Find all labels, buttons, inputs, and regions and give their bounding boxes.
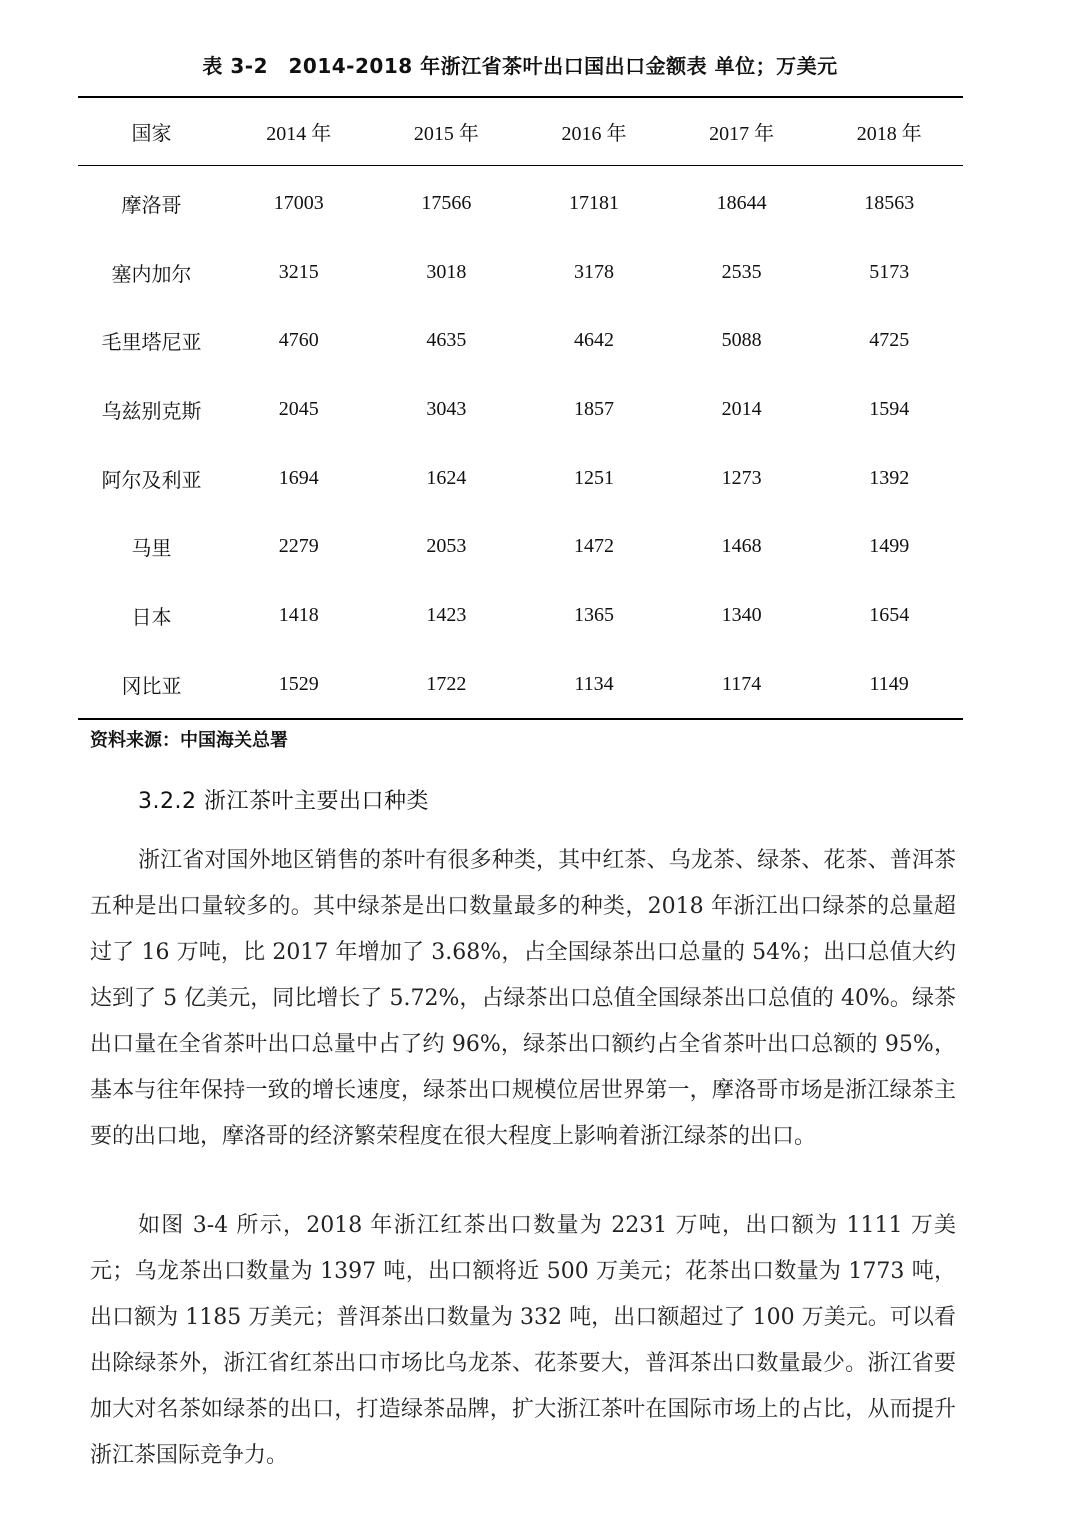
value-cell: 3215 xyxy=(278,260,319,283)
table-row xyxy=(78,581,963,650)
value-cell: 1654 xyxy=(869,603,910,626)
value-cell: 4635 xyxy=(426,329,467,352)
value-cell: 18644 xyxy=(716,191,767,214)
value-cell: 4642 xyxy=(573,329,614,352)
country-cell: 冈比亚 xyxy=(121,675,182,698)
value-cell: 1722 xyxy=(426,672,467,695)
value-cell: 2045 xyxy=(278,397,319,420)
value-cell: 3043 xyxy=(426,397,467,420)
value-cell: 4760 xyxy=(278,329,319,352)
column-header-2018: 2018 年 xyxy=(856,123,922,145)
table-row xyxy=(78,375,963,444)
value-cell: 1468 xyxy=(721,535,762,558)
value-cell: 1134 xyxy=(574,672,614,695)
value-cell: 17003 xyxy=(273,191,324,214)
table-row xyxy=(78,169,963,238)
value-cell: 2279 xyxy=(278,535,319,558)
country-cell: 毛里塔尼亚 xyxy=(101,332,202,355)
country-cell: 摩洛哥 xyxy=(121,194,182,217)
value-cell: 1365 xyxy=(573,603,614,626)
country-cell: 阿尔及利亚 xyxy=(101,469,202,492)
body-paragraph: 浙江省对国外地区销售的茶叶有很多种类，其中红茶、乌龙茶、绿茶、花茶、普洱茶五种是出口量较多的。其中绿茶是出口数量最多的种类，2018 年浙江出口绿茶的总量超过了 16 万吨，比 2017 年增加了 3.68%，占全国绿茶出口总量的 54%；出口总值大约达到了 5 亿美元，同比增长了 5.72%，占绿茶出口总值全国绿茶出口总值的 40%。绿茶出口量在全省茶叶出口总量中占了约 96%，绿茶出口额约占全省茶叶出口总额的 95%，基本与往年保持一致的增长速度，绿茶出口规模位居世界第一，摩洛哥市场是浙江绿茶主要的出口地，摩洛哥的经济繁荣程度在很大程度上影响着浙江绿茶的出口。 xyxy=(90,848,956,1149)
value-cell: 1857 xyxy=(573,397,614,420)
value-cell: 2535 xyxy=(721,260,762,283)
value-cell: 1624 xyxy=(426,466,467,489)
section-heading: 3.2.2 浙江茶叶主要出口种类 xyxy=(138,789,429,814)
value-cell: 3018 xyxy=(426,260,467,283)
value-cell: 1694 xyxy=(278,466,319,489)
table-source-note: 资料来源：中国海关总署 xyxy=(90,730,288,751)
value-cell: 5088 xyxy=(721,329,762,352)
country-cell: 马里 xyxy=(131,538,172,561)
value-cell: 1251 xyxy=(573,466,614,489)
export-table xyxy=(78,98,963,719)
column-header-2017: 2017 年 xyxy=(709,123,775,145)
value-cell: 1340 xyxy=(721,603,762,626)
table-row xyxy=(78,444,963,513)
table-header-row xyxy=(78,98,963,165)
value-cell: 1472 xyxy=(573,535,614,558)
value-cell: 3178 xyxy=(573,260,614,283)
value-cell: 1392 xyxy=(869,466,910,489)
column-header-2016: 2016 年 xyxy=(561,123,627,145)
value-cell: 17566 xyxy=(421,191,472,214)
value-cell: 1423 xyxy=(426,603,467,626)
table-row xyxy=(78,306,963,375)
table-row xyxy=(78,512,963,581)
column-header-2014: 2014 年 xyxy=(266,123,332,145)
column-header-country: 国家 xyxy=(131,123,172,145)
table-row xyxy=(78,238,963,307)
value-cell: 17181 xyxy=(568,191,619,214)
value-cell: 1174 xyxy=(721,672,762,695)
country-cell: 乌兹别克斯 xyxy=(101,400,202,423)
country-cell: 塞内加尔 xyxy=(111,263,192,286)
value-cell: 1529 xyxy=(278,672,319,695)
column-header-2015: 2015 年 xyxy=(413,123,479,145)
value-cell: 2053 xyxy=(426,535,467,558)
country-cell: 日本 xyxy=(131,606,172,629)
value-cell: 2014 xyxy=(721,397,762,420)
body-paragraph: 如图 3-4 所示，2018 年浙江红茶出口数量为 2231 万吨，出口额为 1111 万美元；乌龙茶出口数量为 1397 吨，出口额将近 500 万美元；花茶出口数量为 1773 吨，出口额为 1185 万美元；普洱茶出口数量为 332 吨，出口额超过了 100 万美元。可以看出除绿茶外，浙江省红茶出口市场比乌龙茶、花茶要大，普洱茶出口数量最少。浙江省要加大对名茶如绿茶的出口，打造绿茶品牌，扩大浙江茶叶在国际市场上的占比，从而提升浙江茶国际竞争力。 xyxy=(90,1213,956,1468)
value-cell: 4725 xyxy=(869,329,910,352)
value-cell: 5173 xyxy=(869,260,910,283)
value-cell: 1149 xyxy=(869,672,909,695)
value-cell: 1273 xyxy=(721,466,762,489)
value-cell: 1418 xyxy=(278,603,319,626)
table-caption: 表 3-2 2014-2018 年浙江省茶叶出口国出口金额表 单位；万美元 xyxy=(202,54,838,78)
table-row xyxy=(78,650,963,719)
value-cell: 1499 xyxy=(869,535,910,558)
value-cell: 18563 xyxy=(864,191,915,214)
value-cell: 1594 xyxy=(869,397,910,420)
